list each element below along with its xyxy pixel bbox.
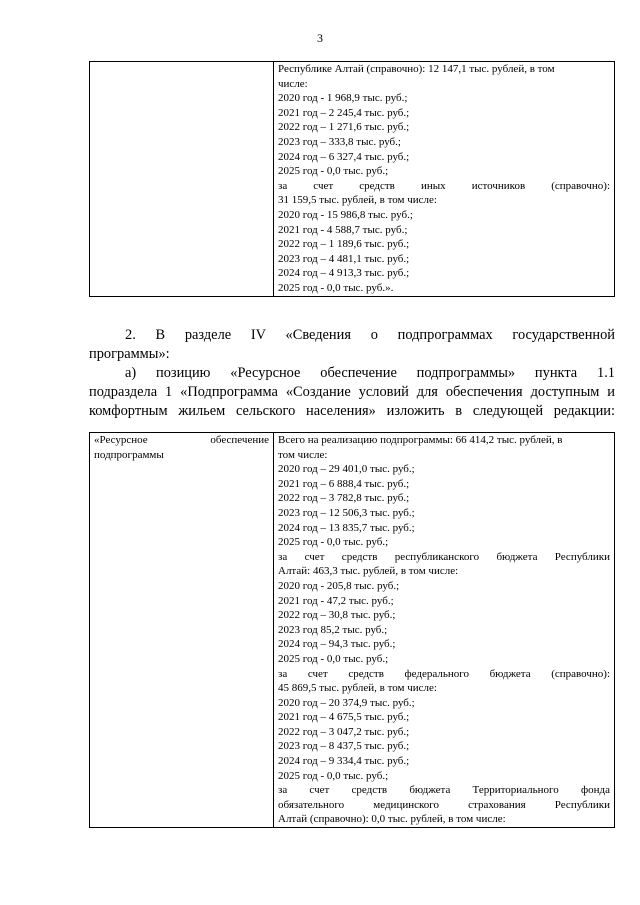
- table1-line: 2025 год - 0,0 тыс. руб.;: [278, 165, 389, 178]
- paragraph-line: 2. В разделе IV «Сведения о подпрограммах государственной: [125, 327, 615, 343]
- table1-line: 2021 год - 4 588,7 тыс. руб.;: [278, 223, 408, 236]
- table2-line: обязательного медицинского страхования Республики: [278, 798, 610, 811]
- resource-table-continued: [89, 61, 615, 297]
- table2-line: 2020 год - 205,8 тыс. руб.;: [278, 579, 400, 592]
- table2-right-cell: [274, 433, 615, 828]
- table2-line: 2024 год – 13 835,7 тыс. руб.;: [278, 521, 415, 534]
- resource-table-new: [89, 432, 615, 828]
- table1-line: 2024 год – 6 327,4 тыс. руб.;: [278, 150, 410, 163]
- table2-line: 2025 год - 0,0 тыс. руб.;: [278, 769, 389, 782]
- paragraph-line: комфортным жильем сельского населения» изложить в следующей редакции:: [89, 403, 615, 419]
- paragraph-section-iv: [89, 326, 615, 364]
- table2-line: 2021 год – 4 675,5 тыс. руб.;: [278, 711, 410, 724]
- table1-line: 2020 год - 15 986,8 тыс. руб.;: [278, 208, 413, 221]
- table2-line: 2023 год – 8 437,5 тыс. руб.;: [278, 740, 410, 753]
- table2-line: 45 869,5 тыс. рублей, в том числе:: [278, 682, 437, 695]
- table1-right-cell: [274, 62, 615, 297]
- table2-line: Алтай (справочно): 0,0 тыс. рублей, в том числе:: [278, 813, 506, 826]
- table2-line: 2024 год – 9 334,4 тыс. руб.;: [278, 755, 410, 768]
- table2-line: 2023 год – 12 506,3 тыс. руб.;: [278, 506, 415, 519]
- table2-line: 2024 год – 94,3 тыс. руб.;: [278, 638, 396, 651]
- table1-left-cell: [90, 62, 274, 297]
- table2-line: 2021 год – 6 888,4 тыс. руб.;: [278, 477, 410, 490]
- table2-line: 2025 год - 0,0 тыс. руб.;: [278, 536, 389, 549]
- table2-line: 2020 год – 29 401,0 тыс. руб.;: [278, 463, 415, 476]
- table2-line: за счет средств республиканского бюджета Республики: [278, 550, 610, 563]
- paragraph-line: а) позицию «Ресурсное обеспечение подпрограммы» пункта 1.1: [125, 365, 615, 381]
- table1-line: Республике Алтай (справочно): 12 147,1 тыс. рублей, в том: [278, 63, 555, 75]
- table2-line: за счет средств бюджета Территориального фонда: [278, 784, 610, 797]
- paragraph-line: подраздела 1 «Подпрограмма «Создание условий для обеспечения доступным и: [89, 384, 615, 400]
- table1-line: 2021 год – 2 245,4 тыс. руб.;: [278, 106, 410, 119]
- table1-line: 2024 год – 4 913,3 тыс. руб.;: [278, 267, 410, 280]
- table1-line: за счет средств иных источников (справочно):: [278, 179, 610, 192]
- table2-left-line: подпрограммы: [94, 448, 164, 461]
- table1-line: 2022 год – 1 189,6 тыс. руб.;: [278, 238, 410, 251]
- table2-left-line: «Ресурсное обеспечение: [94, 434, 269, 446]
- table2-line: том числе:: [278, 448, 328, 461]
- table1-line: 2025 год - 0,0 тыс. руб.».: [278, 281, 394, 294]
- table2-line: 2022 год – 30,8 тыс. руб.;: [278, 609, 396, 622]
- table2-line: 2021 год - 47,2 тыс. руб.;: [278, 594, 394, 607]
- table2-line: Всего на реализацию подпрограммы: 66 414,2 тыс. рублей, в: [278, 434, 563, 446]
- table1-line: 31 159,5 тыс. рублей, в том числе:: [278, 194, 437, 207]
- table1-line: 2020 год - 1 968,9 тыс. руб.;: [278, 92, 408, 105]
- table2-line: 2022 год – 3 782,8 тыс. руб.;: [278, 492, 410, 505]
- table2-line: за счет средств федерального бюджета (справочно):: [278, 667, 610, 680]
- table2-line: 2023 год 85,2 тыс. руб.;: [278, 623, 388, 636]
- table1-line: числе:: [278, 77, 308, 90]
- table2-line: 2025 год - 0,0 тыс. руб.;: [278, 652, 389, 665]
- table2-line: 2020 год – 20 374,9 тыс. руб.;: [278, 696, 415, 709]
- paragraph-item-a: [89, 364, 615, 421]
- table2-left-cell: [90, 433, 274, 828]
- table2-line: 2022 год – 3 047,2 тыс. руб.;: [278, 725, 410, 738]
- table1-line: 2022 год – 1 271,6 тыс. руб.;: [278, 121, 410, 134]
- table2-line: Алтай: 463,3 тыс. рублей, в том числе:: [278, 565, 459, 578]
- table1-line: 2023 год – 333,8 тыс. руб.;: [278, 135, 401, 148]
- table1-line: 2023 год – 4 481,1 тыс. руб.;: [278, 252, 410, 265]
- page-number: 3: [317, 31, 323, 45]
- paragraph-line: программы»:: [89, 346, 170, 362]
